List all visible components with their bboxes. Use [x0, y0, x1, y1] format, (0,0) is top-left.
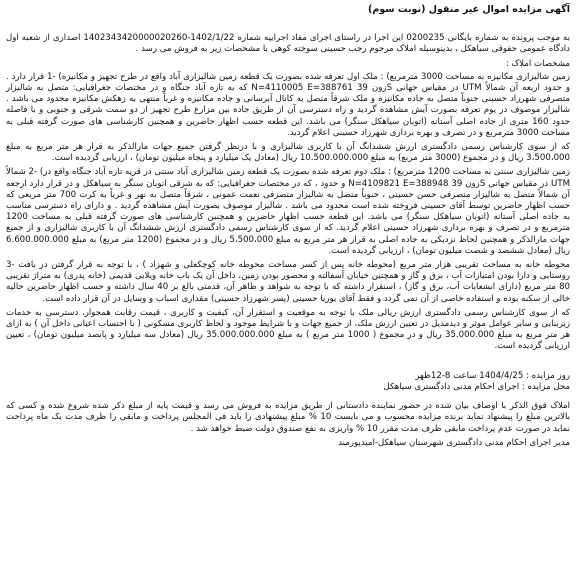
notice-intro: به موجب پرونده به شماره بایگانی 0200235 این اجرا در راستای اجرای مفاد اجراییه شماره 1402/1/22-1402343420000020260 اصداری از شعبه اول دادگاه عمومی حقوقی سیاهکل ، بدینوسیله املاک مرحوم رجب حسینی سوخته کوهی با مشخصات زیر به فروش می رسد . — [6, 33, 570, 55]
property-item-2: زمین شالیزاری سنتی به مساحت 1200 مترمربع) : ملک دوم تعرفه شده بصورت یک قطعه زمین شالیزاری آباد سنتی در قریه تازه آباد جنگاه واقع در) -2 شمالاً UTM در مقیاس جهانی Sزون 39 N=4109821 E=388948 و حدود ، که در مختصات جغرافیایی: که به شرقی اتوبان سنگر به سیاهکل و در قرار دارد ارجعه آن شمالاً متصل به شالیزار متصرفی حسن حسینی ، جنوباً متصل به شالیزار متصرفی نعمت عمونی ، شرقاً متصل به نهر و غرباً به کرت 700 متر مربعی که حسب اظهار حاضرین توسط آقای حسینی فروخته شده است محدود می باشد . شالیزار موصوف بصورت آیش مشاهده گردید . و دارای راه دسترسی مناسب به جاده اصلی آستانه (اتوبان سیاهکل سنگر) می باشد. این قطعه حسب اظهار حاضرین و همچنین کارشناسی های صورت گرفته قبلی به مساحت 1200 مترمربع و در تصرف و بهره برداری شهرزاد حسینی اعلام گردید. که از سوی کارشناس رسمی دادگستری ارزش ششدانگ آن با کاربری شالیزاری و از جمیع جهات مارالذکر و همچنین لحاظ نزدیکی به جاده اصلی به قرار هر متر مربع به مبلغ 5،500،000 ریال و در مجموع (1200 متر مربع) به مبلغ 6.600.000.000 ریال (معادل ششصد و شصت میلیون تومان) ، ارزیابی گردیده است. — [6, 167, 570, 256]
auction-time: روز مزایده : 1404/4/25 ساعت 8-12ظهر — [415, 370, 570, 381]
auction-place: محل مزایده : اجرای احکام مدنی دادگستری سیاهکل — [383, 381, 570, 392]
auction-terms: املاک فوق الذکر با اوصاف بیان شده در حضور نماینده دادستانی از طریق مزایده به فروش می رسد و قیمت پایه از مبلغ ذکر شده شروع شده و کسی که بالاترین مبلغ را پیشنهاد نماید برنده مزایده محسوب و می بایست 10 % مبلغ پیشنهادی را باید فی المجلس پرداخت و مابقی را ظرف مدت یک ماه پرداخت نماید در صورت عدم پرداخت مابقی ظرف مدت مقرر 10 % واریزی به نفع صندوق دولت ضبط خواهد شد . — [6, 401, 570, 434]
notice-title: آگهی مزایده اموال غیر منقول (نوبت سوم) — [368, 4, 570, 15]
property-item-1: زمین شالیزاری مکانیزه به مساحت 3000 مترمربع) : ملک اول تعرفه شده بصورت یک قطعه زمین شالیزاری آباد واقع در طرح تجهیز و مکانیزه) -1 قرار دارد . و حدود اربعه آن شمالاً UTM در مقیاس جهانی Sزون 39 N=4110005 E=388761 که به تازه آباد جنگاه و در مختصات جغرافیایی: متصل به شالیزار متصرفی شهرزاد حسینی جنوباً متصل به جاده مکانیزه و ملک شرقاً متصل به کانال آبرسانی و جاده مکانیزه و غرباً منتهی به زهکش مکانیزه محدود می باشد . شالیزار موصوف در یوم تعرفه بصورت آیش مشاهده گردید و راه دسترسی آن از طریق جاده بین مزارع طرح تجهیز از دو سمت شرقی و جنوبی و با فاصله حدود 160 متری از جاده اصلی آستانه (اتوبان سیاهکل سنگر) می باشد. این قطعه حسب اظهار حاضرین و همچنین کارشناسی های صورت گرفته قبلی به مساحت 3000 مترمربع و در تصرف و بهره برداری شهرزاد حسینی اعلام گردید. — [6, 71, 571, 138]
property-item-3-valuation: که از سوی کارشناس رسمی دادگستری ارزش ریالی ملک با توجه به موقعیت و استقرار آن، کیفیت و کاربری ، قیمت رقابت همجوار، دسترسی به خدمات زیربنایی و سایر عوامل موثر و دیدمذیل در تعیین ارزش ملک، از جمیع جهات و با شرایط موجود و لحاظ کاربری مسکونی ( با احتساب اعیانی داخل آن ) به ازای هر متر مربع به مبلغ 35.000.000 ریال و در مجموع ( 1000 متر مربع ) به مبلغ 35.000.000.000 ریال (معادل سه میلیارد و پانصد میلیون تومان) ، تعیین ارزیابی گردیده است. — [6, 307, 570, 352]
property-item-1-valuation: که از سوی کارشناس رسمی دادگستری ارزش ششدانگ آن با کاربری شالیزاری و با درنظر گرفتن جمیع جهات مارالذکر به قرار هر متر مربع به مبلغ 3،500،000 ریال و در مجموع (3000 متر مربع) به مبلغ 10.500.000.000 ریال (معادل یک میلیارد و پنجاه میلیون تومان) ، ارزیابی گردیده است. — [6, 142, 570, 164]
signature: مدیر اجرای احکام مدنی دادگستری شهرستان سیاهکل-امیدپورمند — [338, 437, 570, 448]
specs-heading: مشخصات املاک : — [505, 58, 570, 69]
property-item-3: محوطه خانه به مساحت تقریبی هزار متر مربع (محوطه خانه پس از کسر مساحت محوطه خانه کوچکعلی و شهزاد ) ، با توجه به قرار گرفتن در بافت -3 روستایی و دارا بودن امتیازات آب ، برق و گاز و همچنین خیابان آسفالته و محصور بودن زمین، داخل آن یک باب خانه ویلایی قدیمی (خانه پدری) به متراژ تقریبی 80 متر مربع (دارای انشعابات آب، برق و گاز) ، استقرار داشته که با توجه به شواهد و ظاهر آن، قدمتی بالغ بر 40 سال داشته و حسب اظهار حاضرین حالیه خالی از سکنه بوده و استفاده خاصی از آن نمی گردد و فقط آقای یوریا حسینی (پسر شهرزاد حسینی) مقداری اسباب و وسایل در آن قرار داده است. — [6, 260, 571, 304]
